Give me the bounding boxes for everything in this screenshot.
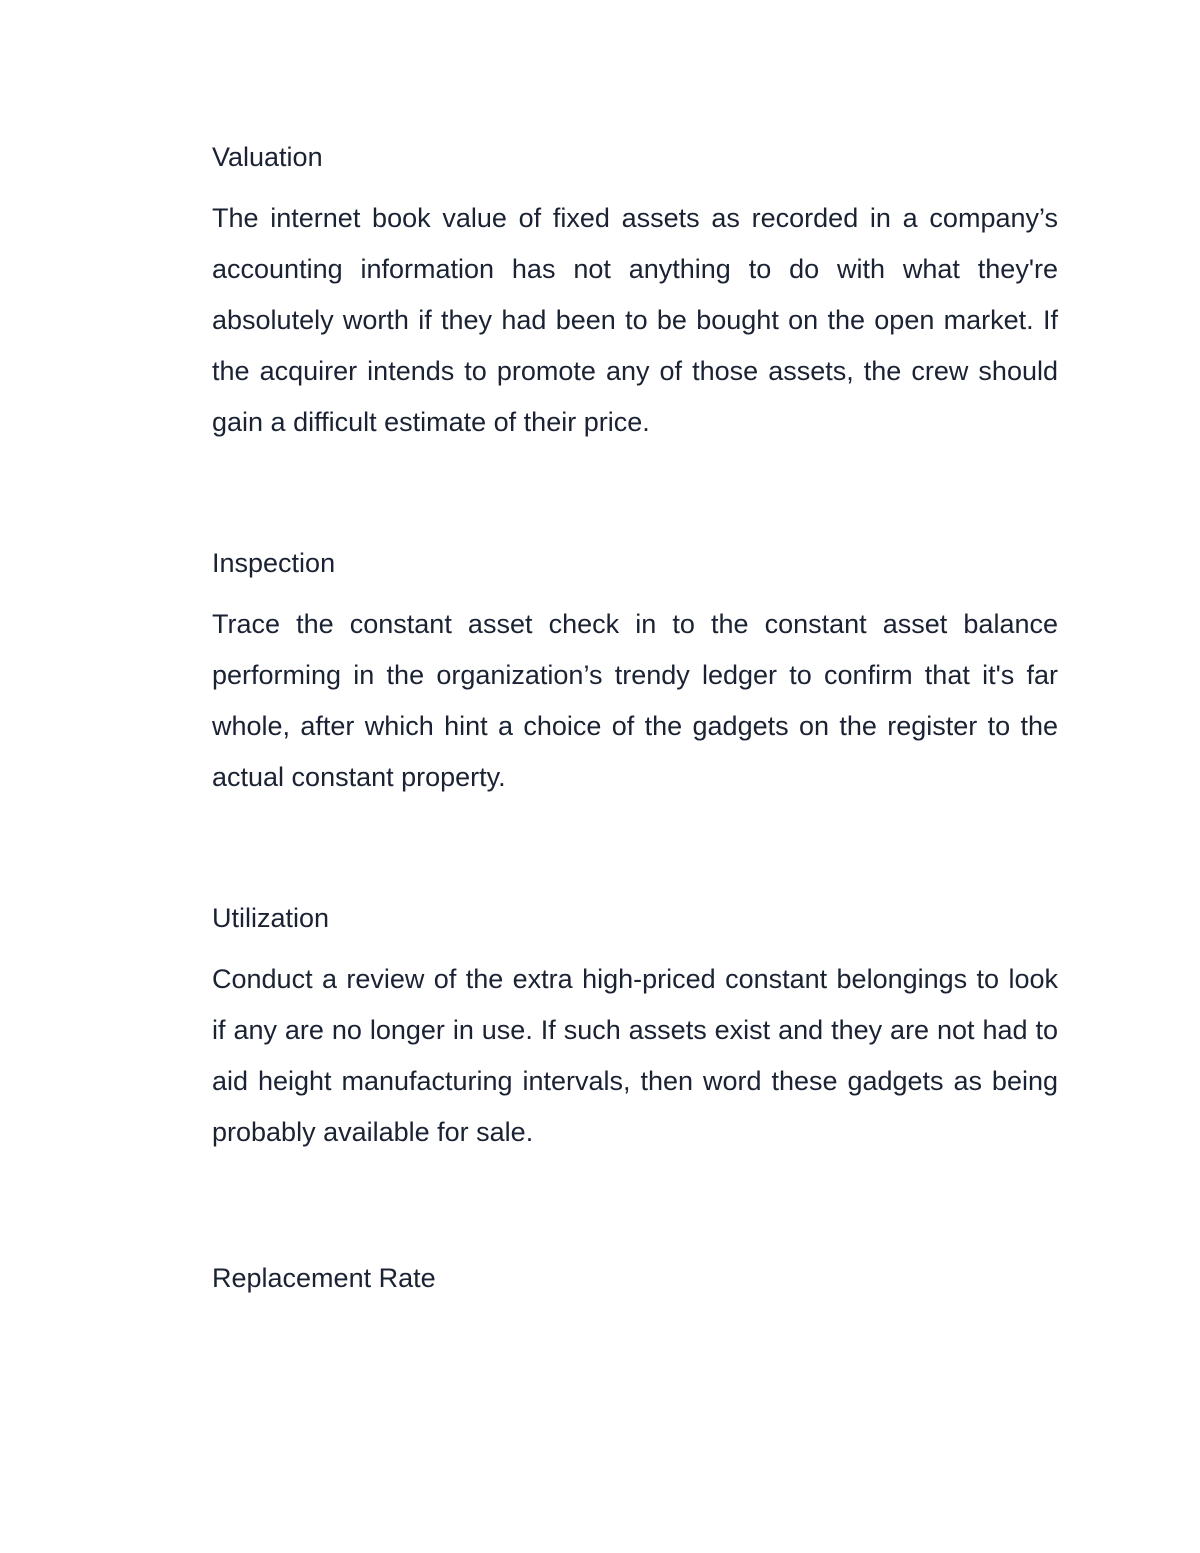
section-paragraph: Conduct a review of the extra high-priced constant belongings to look if any are no longer in use. If such assets exist and they are not had to aid height manufacturing intervals, then word these gadgets as being probably available for sale. <box>212 964 1058 1147</box>
section-paragraph: Trace the constant asset check in to the constant asset balance performing in the organization’s trendy ledger to confirm that it's far whole, after which hint a choice of the gadgets on the register to the actual constant property. <box>212 609 1058 792</box>
section-replacement-rate <box>212 1253 1058 1304</box>
section-heading: Replacement Rate <box>212 1263 436 1293</box>
section-valuation <box>212 132 1058 448</box>
section-utilization <box>212 893 1058 1158</box>
section-heading: Utilization <box>212 903 330 933</box>
section-inspection <box>212 538 1058 803</box>
section-heading: Inspection <box>212 548 336 578</box>
document-content <box>212 132 1058 1304</box>
section-paragraph: The internet book value of fixed assets as recorded in a company’s accounting information has not anything to do with what they're absolutely worth if they had been to be bought on the open market. If the acquirer intends to promote any of those assets, the crew should gain a difficult estimate of their price. <box>212 203 1058 437</box>
section-heading: Valuation <box>212 142 323 172</box>
